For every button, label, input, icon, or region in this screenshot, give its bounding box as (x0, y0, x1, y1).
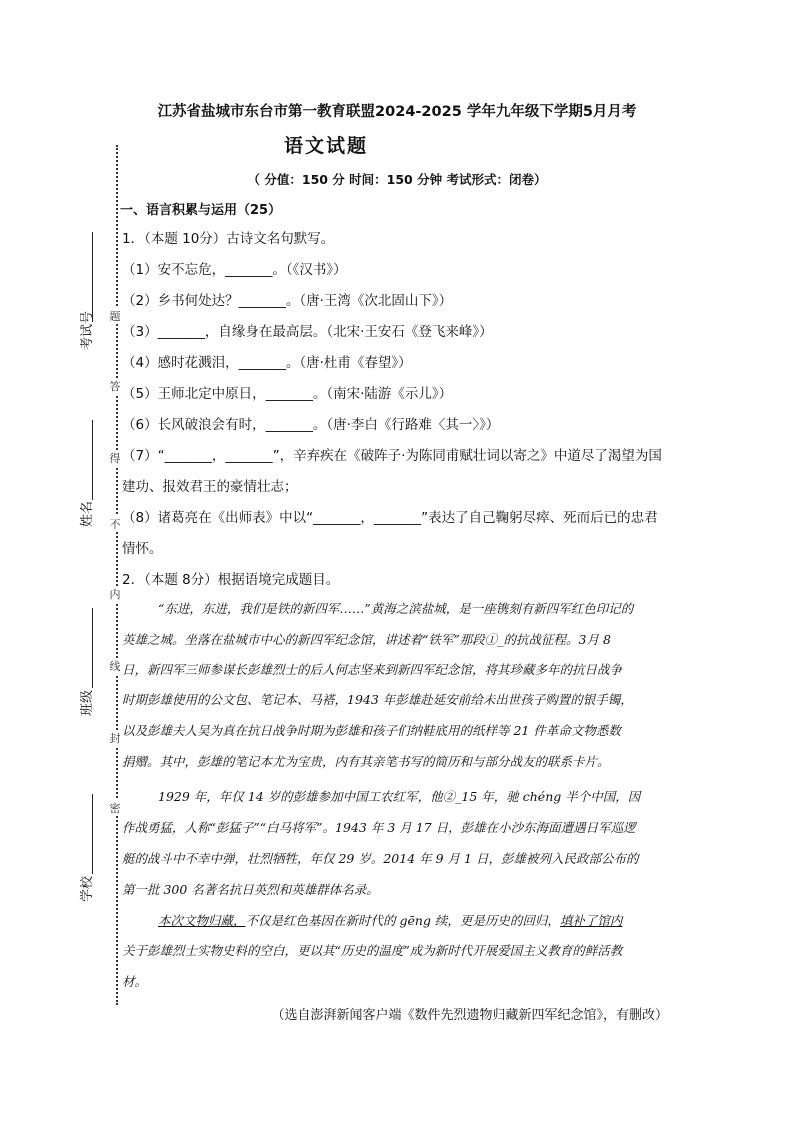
question-item: （6）长风破浪会有时，_______。（唐·李白《行路难〈其一〉》） (122, 417, 500, 433)
underlined-phrase: 填补了馆内 (559, 913, 623, 928)
exam-number-label: 考试号 (80, 310, 95, 350)
passage-line: 日，新四军三师参谋长彭雄烈士的后人何志坚来到新四军纪念馆，将其珍藏多年的抗日战争 (122, 662, 623, 677)
passage-line: 捐赠。其中，彭雄的笔记本尤为宝贵，内有其亲笔书写的简历和与部分战友的联系卡片。 (122, 754, 610, 769)
seal-char: 题 (109, 310, 121, 323)
binding-dotted-line (116, 145, 118, 1005)
seal-char: 线 (109, 660, 121, 673)
school-label: 学校 (80, 875, 95, 902)
seal-char: 得 (109, 452, 121, 465)
passage-source: （选自澎湃新闻客户端《数件先烈遗物归藏新四军纪念馆》，有删改） (271, 1008, 668, 1023)
section-heading: 一、语言积累与运用（25） (120, 203, 282, 218)
underlined-phrase: 本次文物归藏， (158, 913, 246, 928)
question-2-stem: 2．（本题 8分）根据语境完成题目。 (122, 572, 340, 588)
passage-line: 1929 年，年仅 14 岁的彭雄参加中国工农红军，他②_15 年，驰 chéng 半个中国，因 (158, 789, 641, 804)
question-item-continued: 建功、报效君王的豪情壮志； (122, 479, 298, 495)
question-item: （5）王师北定中原日，_______。（南宋·陆游《示儿》） (122, 386, 453, 402)
exam-number-blank[interactable] (92, 232, 93, 322)
score-info: （ 分值：150 分 时间：150 分钟 考试形式：闭卷） (247, 172, 547, 187)
passage-line: 艇的战斗中不幸中弹，壮烈牺牲，年仅 29 岁。2014 年 9 月 1 日，彭雄被列入民政部公布的 (122, 851, 639, 866)
seal-char: 密 (109, 802, 121, 815)
seal-char: 内 (109, 588, 121, 601)
passage-line: 第一批 300 名著名抗日英烈和英雄群体名录。 (122, 882, 379, 897)
question-1-stem: 1．（本题 10分）古诗文名句默写。 (122, 231, 335, 247)
seal-char: 答 (109, 380, 121, 393)
seal-char: 不 (109, 518, 121, 531)
passage-line: 以及彭雄夫人吴为真在抗日战争时期为彭雄和孩子们纳鞋底用的纸样等 21 件革命文物悉数 (122, 723, 621, 738)
question-item: （4）感时花溅泪，_______。（唐·杜甫《春望》） (122, 355, 412, 371)
exam-title: 江苏省盐城市东台市第一教育联盟2024-2025 学年九年级下学期5月月考 (157, 104, 637, 120)
seal-char: 封 (109, 732, 121, 745)
class-blank[interactable] (92, 608, 93, 688)
passage-line: “东进，东进，我们是铁的新四军……”黄海之滨盐城，是一座镌刻有新四军红色印记的 (158, 601, 634, 616)
name-blank[interactable] (92, 420, 93, 500)
passage-line-underlined (158, 911, 714, 929)
question-item: （2）乡书何处达？_______。（唐·王湾《次北固山下》） (122, 293, 453, 309)
question-item: （1）安不忘危，_______。（《汉书》） (122, 262, 347, 278)
passage-line: 关于彭雄烈士实物史料的空白，更以其“历史的温度”成为新时代开展爱国主义教育的鲜活教 (122, 943, 623, 958)
passage-text: 不仅是红色基因在新时代的 gēng 续，更是历史的回归， (245, 913, 560, 928)
name-label: 姓名 (80, 500, 95, 527)
school-blank[interactable] (92, 794, 93, 874)
passage-line: 英雄之城。坐落在盐城市中心的新四军纪念馆，讲述着“铁军”那段①_的抗战征程。3月 8 (122, 632, 611, 647)
question-item-continued: 情怀。 (122, 541, 163, 557)
question-item: （7）“_______，_______”，辛弃疾在《破阵子·为陈同甫赋壮词以寄之》中道尽了渴望为国 (122, 448, 662, 464)
question-item: （3）_______，自缘身在最高层。（北宋·王安石《登飞来峰》） (122, 324, 493, 340)
passage-line: 材。 (122, 974, 148, 989)
passage-line: 作战勇猛，人称“彭猛子”“白马将军”。1943 年 3 月 17 日，彭雄在小沙东海面遭遇日军巡逻 (122, 820, 636, 835)
passage-line: 时期彭雄使用的公文包、笔记本、马褡，1943 年彭雄赴延安前给未出世孩子购置的银手镯， (122, 692, 633, 707)
class-label: 班级 (80, 689, 95, 716)
exam-subtitle: 语文试题 (284, 135, 369, 157)
question-item: （8）诸葛亮在《出师表》中以“_______，_______”表达了自己鞠躬尽瘁、死而后已的忠君 (122, 510, 658, 526)
